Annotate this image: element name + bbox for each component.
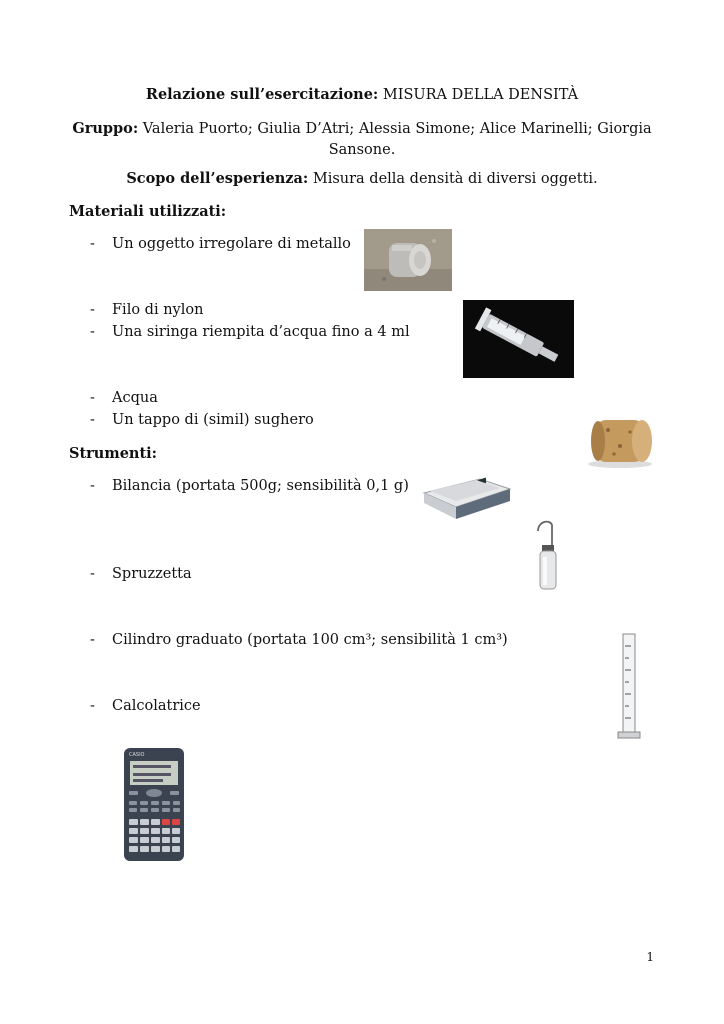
group-line2: Sansone. — [328, 142, 396, 158]
title-text: MISURA DELLA DENSITÀ — [382, 87, 579, 103]
list-item: - Calcolatrice — [90, 698, 201, 714]
list-item: - Bilancia (portata 500g; sensibilità 0,1 g) — [90, 478, 409, 494]
calculator-brand: CASIO — [129, 752, 145, 758]
group-section — [60, 118, 664, 161]
list-item: - Un tappo di (simil) sughero — [90, 412, 314, 428]
group-line1: Valeria Puorto; Giulia D’Atri; Alessia Simone; Alice Marinelli; Giorgia — [142, 121, 652, 137]
page-number: 1 — [646, 950, 654, 964]
cork-image — [584, 412, 656, 470]
list-item: - Un oggetto irregolare di metallo — [90, 236, 351, 252]
materials-heading: Materiali utilizzati: — [69, 203, 227, 220]
calculator-image — [123, 747, 185, 862]
scope-text: Misura della densità di diversi oggetti. — [312, 171, 598, 187]
balance-image — [420, 471, 512, 523]
group-label: Gruppo: — [72, 120, 139, 137]
scope-section — [60, 170, 664, 187]
instruments-heading: Strumenti: — [69, 445, 158, 462]
title-label: Relazione sull’esercitazione: — [145, 86, 379, 103]
list-item: - Cilindro graduato (portata 100 cm³; sensibilità 1 cm³) — [90, 632, 508, 648]
syringe-image — [463, 300, 574, 378]
graduated-cylinder-image — [614, 632, 644, 744]
list-item: - Una siringa riempita d’acqua fino a 4 ml — [90, 324, 410, 340]
list-item: - Filo di nylon — [90, 302, 204, 318]
scope-label: Scopo dell’esperienza: — [126, 170, 309, 187]
wash-bottle-image — [528, 517, 564, 591]
list-item: - Spruzzetta — [90, 566, 192, 582]
metal-object-image — [364, 229, 452, 291]
report-title — [60, 86, 664, 103]
list-item: - Acqua — [90, 390, 158, 406]
